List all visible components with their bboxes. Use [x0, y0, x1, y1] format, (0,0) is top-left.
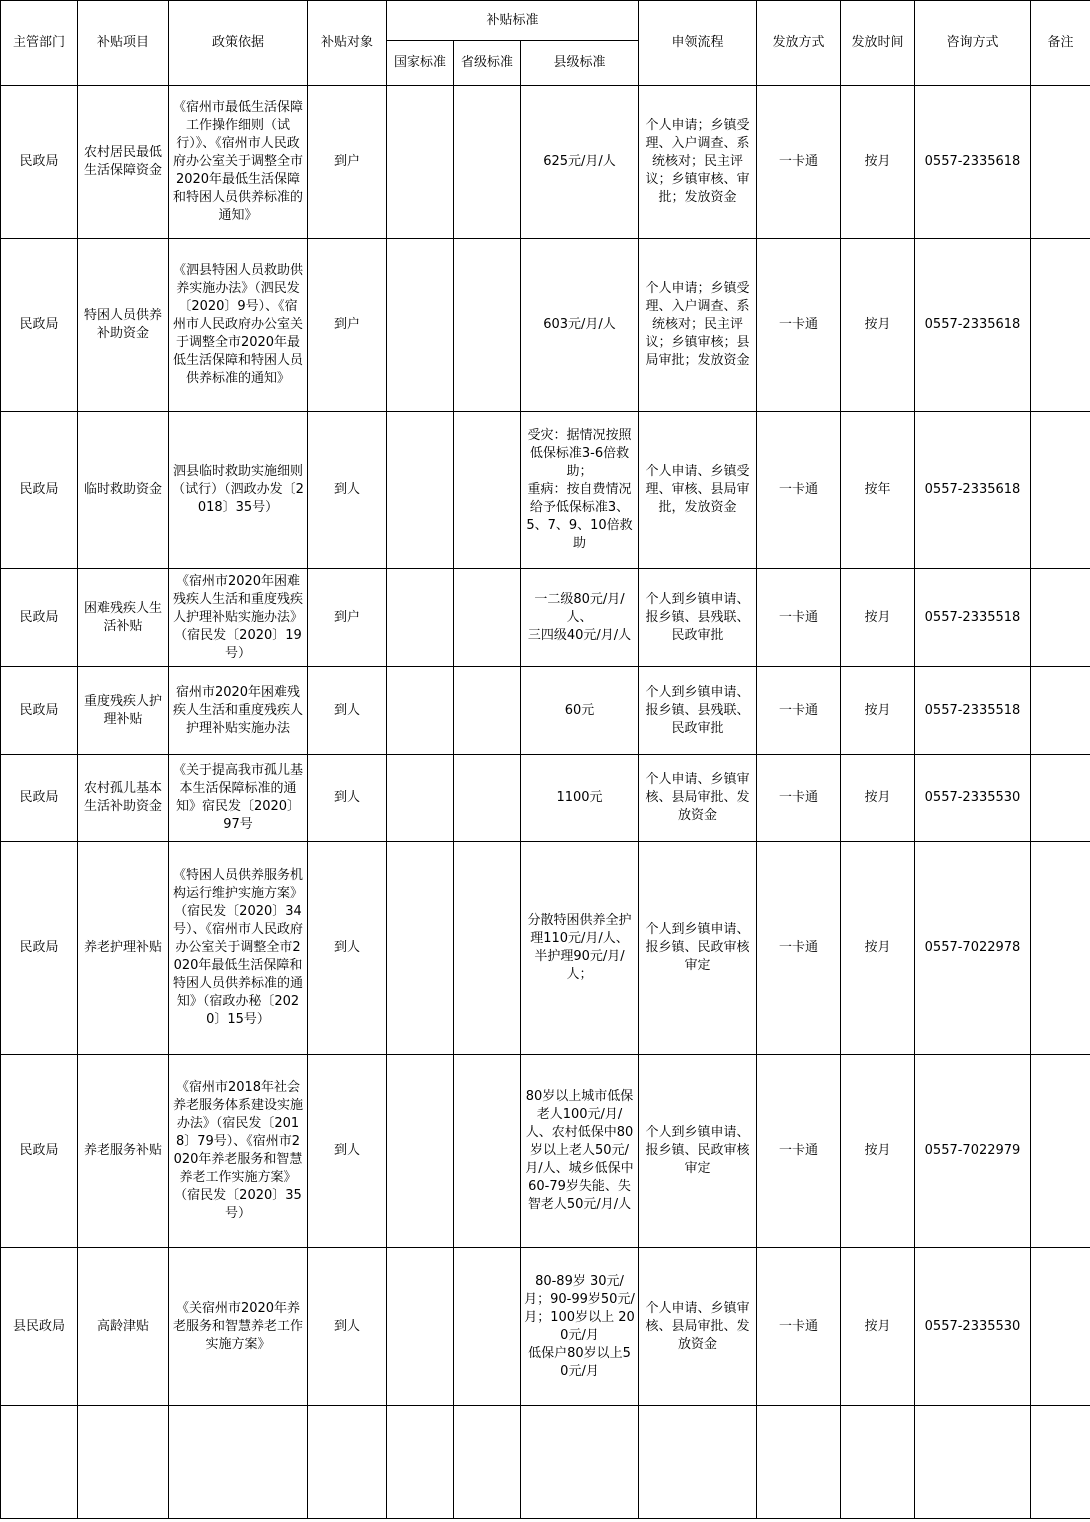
cell-contact: 0557-7022978 — [915, 842, 1031, 1055]
cell-contact: 0557-2335618 — [915, 239, 1031, 412]
cell-target: 到人 — [308, 755, 387, 842]
cell-provincial — [454, 412, 521, 569]
cell-item: 高龄津贴 — [78, 1248, 169, 1406]
cell-remark — [1031, 239, 1090, 412]
header-contact: 咨询方式 — [915, 1, 1031, 86]
cell-process: 个人申请、乡镇审核、县局审批、发放资金 — [639, 755, 757, 842]
cell-policy: 《关宿州市2020年养老服务和智慧养老工作实施方案》 — [169, 1248, 308, 1406]
cell-provincial — [454, 755, 521, 842]
cell-provincial — [454, 1055, 521, 1248]
cell-policy: 《宿州市2018年社会养老服务体系建设实施办法》（宿民发〔2018〕79号）、《宿州市2020年养老服务和智慧养老工作实施方案》（宿民发〔2020〕35号） — [169, 1055, 308, 1248]
header-county: 县级标准 — [521, 41, 639, 86]
cell-target: 到人 — [308, 842, 387, 1055]
cell-time: 按月 — [841, 755, 915, 842]
header-national: 国家标准 — [387, 41, 454, 86]
cell-county: 60元 — [521, 667, 639, 755]
cell-process: 个人到乡镇申请、报乡镇、县残联、民政审批 — [639, 667, 757, 755]
cell-national — [387, 569, 454, 667]
cell-item: 养老服务补贴 — [78, 1055, 169, 1248]
cell-method — [757, 1406, 841, 1519]
cell-county: 625元/月/人 — [521, 86, 639, 239]
cell-method: 一卡通 — [757, 239, 841, 412]
cell-contact: 0557-2335618 — [915, 86, 1031, 239]
cell-dept: 县民政局 — [1, 1248, 78, 1406]
cell-time: 按月 — [841, 569, 915, 667]
cell-national — [387, 1055, 454, 1248]
table-row — [1, 1248, 1090, 1406]
cell-process: 个人申请；乡镇受理、入户调查、系统核对；民主评议；乡镇审核、审批；发放资金 — [639, 86, 757, 239]
header-process: 申领流程 — [639, 1, 757, 86]
cell-process: 个人申请、乡镇审核、县局审批、发放资金 — [639, 1248, 757, 1406]
cell-target: 到人 — [308, 412, 387, 569]
cell-time: 按月 — [841, 239, 915, 412]
cell-dept: 民政局 — [1, 239, 78, 412]
header-provincial: 省级标准 — [454, 41, 521, 86]
cell-target: 到户 — [308, 239, 387, 412]
cell-county: 603元/月/人 — [521, 239, 639, 412]
cell-method: 一卡通 — [757, 755, 841, 842]
cell-dept: 民政局 — [1, 667, 78, 755]
table-row — [1, 239, 1090, 412]
cell-national — [387, 1248, 454, 1406]
cell-method: 一卡通 — [757, 1055, 841, 1248]
cell-provincial — [454, 1248, 521, 1406]
cell-dept: 民政局 — [1, 755, 78, 842]
table-row — [1, 1406, 1090, 1519]
table-row — [1, 86, 1090, 239]
cell-method: 一卡通 — [757, 667, 841, 755]
cell-method: 一卡通 — [757, 86, 841, 239]
cell-national — [387, 842, 454, 1055]
cell-provincial — [454, 239, 521, 412]
cell-remark — [1031, 842, 1090, 1055]
cell-county: 分散特困供养全护理110元/月/人、半护理90元/月/人； — [521, 842, 639, 1055]
cell-provincial — [454, 1406, 521, 1519]
cell-policy: 《宿州市最低生活保障工作操作细则（试行）》、《宿州市人民政府办公室关于调整全市2020年最低生活保障和特困人员供养标准的通知》 — [169, 86, 308, 239]
cell-national — [387, 755, 454, 842]
cell-target: 到人 — [308, 1248, 387, 1406]
header-standard-group: 补贴标准 — [387, 1, 639, 41]
cell-remark — [1031, 667, 1090, 755]
cell-time: 按月 — [841, 842, 915, 1055]
cell-policy: 《特困人员供养服务机构运行维护实施方案》（宿民发〔2020〕34号）、《宿州市人民政府办公室关于调整全市2020年最低生活保障和特困人员供养标准的通知》（宿政办秘〔2020〕15号） — [169, 842, 308, 1055]
cell-remark — [1031, 755, 1090, 842]
cell-item: 困难残疾人生活补贴 — [78, 569, 169, 667]
cell-contact — [915, 1406, 1031, 1519]
cell-provincial — [454, 569, 521, 667]
table-row — [1, 842, 1090, 1055]
cell-provincial — [454, 86, 521, 239]
cell-policy: 泗县临时救助实施细则（试行）（泗政办发〔2018〕35号） — [169, 412, 308, 569]
cell-method: 一卡通 — [757, 569, 841, 667]
cell-process: 个人到乡镇申请、报乡镇、县残联、民政审批 — [639, 569, 757, 667]
cell-method: 一卡通 — [757, 412, 841, 569]
cell-remark — [1031, 1055, 1090, 1248]
cell-remark — [1031, 86, 1090, 239]
table-row — [1, 412, 1090, 569]
cell-item: 养老护理补贴 — [78, 842, 169, 1055]
cell-process: 个人到乡镇申请、报乡镇、民政审核审定 — [639, 842, 757, 1055]
cell-national — [387, 239, 454, 412]
cell-dept: 民政局 — [1, 86, 78, 239]
cell-contact: 0557-2335518 — [915, 667, 1031, 755]
cell-method: 一卡通 — [757, 1248, 841, 1406]
cell-dept — [1, 1406, 78, 1519]
cell-provincial — [454, 667, 521, 755]
cell-contact: 0557-7022979 — [915, 1055, 1031, 1248]
cell-policy: 《泗县特困人员救助供养实施办法》（泗民发〔2020〕9号）、《宿州市人民政府办公室关于调整全市2020年最低生活保障和特困人员供养标准的通知》 — [169, 239, 308, 412]
cell-target: 到人 — [308, 667, 387, 755]
cell-national — [387, 1406, 454, 1519]
cell-dept: 民政局 — [1, 412, 78, 569]
table-row — [1, 569, 1090, 667]
cell-policy — [169, 1406, 308, 1519]
cell-process: 个人到乡镇申请、报乡镇、民政审核审定 — [639, 1055, 757, 1248]
cell-time: 按月 — [841, 86, 915, 239]
cell-method: 一卡通 — [757, 842, 841, 1055]
cell-target: 到人 — [308, 1055, 387, 1248]
cell-process: 个人申请；乡镇受理、入户调查、系统核对；民主评议；乡镇审核；县局审批；发放资金 — [639, 239, 757, 412]
table-header — [1, 1, 1090, 86]
cell-remark — [1031, 412, 1090, 569]
cell-item: 农村孤儿基本生活补助资金 — [78, 755, 169, 842]
header-time: 发放时间 — [841, 1, 915, 86]
cell-contact: 0557-2335518 — [915, 569, 1031, 667]
cell-target: 到户 — [308, 569, 387, 667]
cell-county — [521, 1406, 639, 1519]
cell-remark — [1031, 1248, 1090, 1406]
cell-remark — [1031, 569, 1090, 667]
cell-item: 临时救助资金 — [78, 412, 169, 569]
cell-county: 80-89岁 30元/月；90-99岁50元/月；100岁以上 200元/月 低保户80岁以上50元/月 — [521, 1248, 639, 1406]
table-body — [1, 86, 1090, 1519]
cell-county: 受灾：据情况按照低保标准3-6倍救助； 重病：按自费情况给予低保标准3、5、7、9、10倍救助 — [521, 412, 639, 569]
header-target: 补贴对象 — [308, 1, 387, 86]
cell-process: 个人申请、乡镇受理、审核、县局审批，发放资金 — [639, 412, 757, 569]
cell-dept: 民政局 — [1, 569, 78, 667]
cell-time: 按年 — [841, 412, 915, 569]
cell-item: 农村居民最低生活保障资金 — [78, 86, 169, 239]
cell-policy: 《宿州市2020年困难残疾人生活和重度残疾人护理补贴实施办法》（宿民发〔2020〕19号） — [169, 569, 308, 667]
header-row — [1, 1, 1090, 41]
header-remark: 备注 — [1031, 1, 1090, 86]
cell-contact: 0557-2335530 — [915, 1248, 1031, 1406]
cell-remark — [1031, 1406, 1090, 1519]
cell-policy: 宿州市2020年困难残疾人生活和重度残疾人护理补贴实施办法 — [169, 667, 308, 755]
cell-national — [387, 667, 454, 755]
cell-time: 按月 — [841, 667, 915, 755]
cell-target — [308, 1406, 387, 1519]
header-policy: 政策依据 — [169, 1, 308, 86]
cell-contact: 0557-2335530 — [915, 755, 1031, 842]
cell-time — [841, 1406, 915, 1519]
cell-dept: 民政局 — [1, 1055, 78, 1248]
cell-dept: 民政局 — [1, 842, 78, 1055]
table-row — [1, 1055, 1090, 1248]
cell-time: 按月 — [841, 1055, 915, 1248]
cell-item — [78, 1406, 169, 1519]
cell-national — [387, 86, 454, 239]
cell-item: 重度残疾人护理补贴 — [78, 667, 169, 755]
cell-process — [639, 1406, 757, 1519]
cell-national — [387, 412, 454, 569]
header-dept: 主管部门 — [1, 1, 78, 86]
cell-county: 80岁以上城市低保老人100元/月/人、农村低保中80岁以上老人50元/月/人、城乡低保中60-79岁失能、失智老人50元/月/人 — [521, 1055, 639, 1248]
cell-item: 特困人员供养补助资金 — [78, 239, 169, 412]
cell-provincial — [454, 842, 521, 1055]
cell-contact: 0557-2335618 — [915, 412, 1031, 569]
cell-target: 到户 — [308, 86, 387, 239]
cell-county: 1100元 — [521, 755, 639, 842]
header-item: 补贴项目 — [78, 1, 169, 86]
table-row — [1, 755, 1090, 842]
header-method: 发放方式 — [757, 1, 841, 86]
cell-county: 一二级80元/月/人、 三四级40元/月/人 — [521, 569, 639, 667]
table-row — [1, 667, 1090, 755]
cell-policy: 《关于提高我市孤儿基本生活保障标准的通知》宿民发〔2020〕97号 — [169, 755, 308, 842]
cell-time: 按月 — [841, 1248, 915, 1406]
